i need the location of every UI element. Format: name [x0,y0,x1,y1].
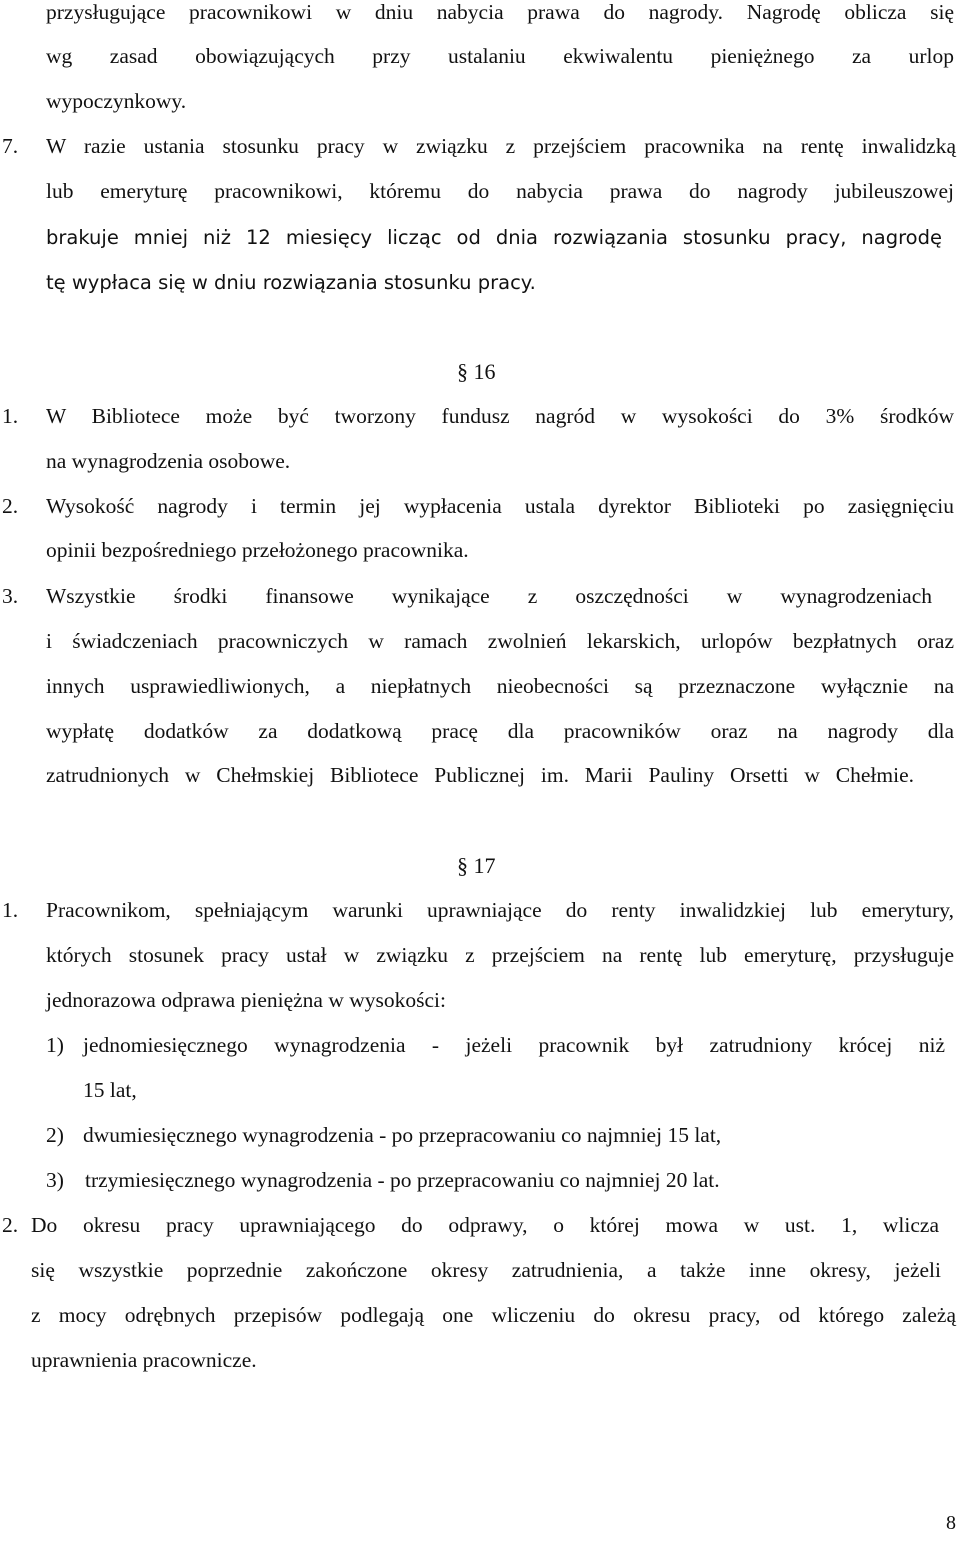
paragraph-line: wypłatę dodatków za dodatkową pracę dla pracowników oraz na nagrody dla [46,719,954,743]
item-number: 2. [2,494,19,518]
paragraph-line: Wysokość nagrody i termin jej wypłacenia ustala dyrektor Biblioteki po zasięgnięciu [46,494,954,518]
paragraph-line: wg zasad obowiązujących przy ustalaniu ekwiwalentu pieniężnego za urlop [46,44,954,68]
paragraph-line: wypoczynkowy. [46,89,187,113]
paragraph-line: Wszystkie środki finansowe wynikające z oszczędności w wynagrodzeniach [46,584,932,608]
item-number: 2. [2,1213,19,1237]
subitem-number: 3) [46,1168,64,1192]
paragraph-line: się wszystkie poprzednie zakończone okresy zatrudnienia, a także inne okresy, jeżeli [31,1258,941,1282]
item-number: 7. [2,134,19,158]
paragraph-line: i świadczeniach pracowniczych w ramach zwolnień lekarskich, urlopów bezpłatnych oraz [46,629,954,653]
paragraph-line: brakuje mniej niż 12 miesięcy licząc od dnia rozwiązania stosunku pracy, nagrodę [46,226,942,249]
subitem-number: 2) [46,1123,64,1147]
paragraph-line: W razie ustania stosunku pracy w związku z przejściem pracownika na rentę inwalidzką [46,134,956,158]
subitem-number: 1) [46,1033,64,1057]
paragraph-line: trzymiesięcznego wynagrodzenia - po przepracowaniu co najmniej 20 lat. [85,1168,720,1192]
paragraph-line: 15 lat, [83,1078,137,1102]
paragraph-line: innych usprawiedliwionych, a niepłatnych nieobecności są przeznaczone wyłącznie na [46,674,954,698]
paragraph-line: opinii bezpośredniego przełożonego pracownika. [46,538,469,562]
paragraph-line: lub emeryturę pracownikowi, któremu do nabycia prawa do nagrody jubileuszowej [46,179,954,203]
paragraph-line: z mocy odrębnych przepisów podlegają one wliczeniu do okresu pracy, od którego zależą [31,1303,956,1327]
paragraph-line: jednorazowa odprawa pieniężna w wysokości: [46,988,446,1012]
section-heading: § 17 [457,853,496,878]
item-number: 3. [2,584,19,608]
paragraph-line: Pracownikom, spełniającym warunki uprawniające do renty inwalidzkiej lub emerytury, [46,898,954,922]
item-number: 1. [2,898,19,922]
paragraph-line: uprawnienia pracownicze. [31,1348,257,1372]
paragraph-line: przysługujące pracownikowi w dniu nabycia prawa do nagrody. Nagrodę oblicza się [46,0,954,24]
paragraph-line: na wynagrodzenia osobowe. [46,449,291,473]
page-number: 8 [946,1512,956,1534]
paragraph-line: dwumiesięcznego wynagrodzenia - po przepracowaniu co najmniej 15 lat, [83,1123,722,1147]
paragraph-line: jednomiesięcznego wynagrodzenia - jeżeli pracownik był zatrudniony krócej niż [83,1033,945,1057]
paragraph-line: W Bibliotece może być tworzony fundusz nagród w wysokości do 3% środków [46,404,954,428]
paragraph-line: których stosunek pracy ustał w związku z przejściem na rentę lub emeryturę, przysługuje [46,943,954,967]
paragraph-line: zatrudnionych w Chełmskiej Bibliotece Publicznej im. Marii Pauliny Orsetti w Chełmie. [46,763,914,787]
paragraph-line: Do okresu pracy uprawniającego do odprawy, o której mowa w ust. 1, wlicza [31,1213,939,1237]
paragraph-line: tę wypłaca się w dniu rozwiązania stosunku pracy. [46,271,536,294]
item-number: 1. [2,404,19,428]
section-heading: § 16 [457,359,496,384]
